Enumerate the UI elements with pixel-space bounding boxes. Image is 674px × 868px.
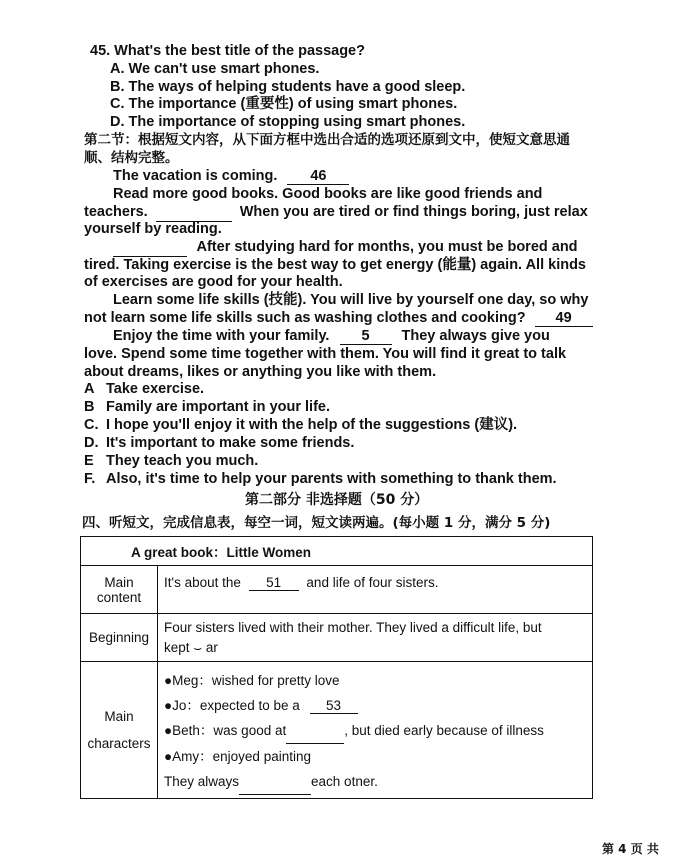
row-label-beginning: Beginning [81,614,158,662]
row-cell-main-content [158,566,593,614]
choice-letter: C. [84,417,99,433]
character-item-amy: ●Amy：enjoyed painting [164,749,311,764]
q45-stem: 45. What's the best title of the passage? [90,43,365,59]
q45-option-c: C. The importance (重要性) of using smart phones. [110,96,458,112]
choice-letter: B [84,399,95,415]
blank-49: 49 [535,311,593,327]
part2-title: 第二部分 非选择题（50 分） [245,492,429,508]
cell-text: and life of four sisters. [306,575,439,590]
blank-46: 46 [287,169,349,185]
choice-text: I hope you'll enjoy it with the help of the suggestions (建议). [106,417,518,433]
choice-text: Take exercise. [106,381,205,397]
table-row [81,662,593,799]
choice-text: Family are important in your life. [106,399,330,415]
cell-text: They always [164,774,240,789]
choice-text: Also, it's time to help your parents with something to thank them. [106,471,557,487]
choice-text: It's important to make some friends. [106,435,355,451]
cell-text: ●Beth：was good at [164,723,287,738]
passage-line-7: of exercises are good for your health. [84,274,343,290]
page-footer: 第 4 页 共 [602,842,659,856]
choice-c [84,416,517,434]
table-row [81,614,593,662]
row-label-main-content [81,566,158,614]
passage-line-5 [113,238,578,257]
passage-line-9 [84,309,593,327]
passage-text: After studying hard for months, you must be bored and [196,239,578,255]
passage-line-4: yourself by reading. [84,221,222,237]
choice-letter: A [84,381,95,397]
blank-50: 5 [340,329,392,345]
label-line: characters [87,736,151,751]
cell-text: , but died early because of illness [344,723,544,738]
row-cell-main-characters [158,662,593,799]
passage-line-8: Learn some life skills (技能). You will live by yourself one day, so why [113,292,589,308]
passage-text: Enjoy the time with your family. [113,328,330,344]
info-table [80,536,593,799]
section2-instruction-line1: 第二节：根据短文内容，从下面方框中选出合适的选项还原到文中，使短文意思通 [84,132,570,148]
passage-line-11: love. Spend some time together with them. You will find it great to talk [84,346,567,362]
cell-text: ●Jo：expected to be a [164,698,300,713]
q45-option-d: D. The importance of stopping using smart phones. [110,114,466,130]
character-item-meg: ●Meg：wished for pretty love [164,673,340,688]
character-item-summary [164,769,592,795]
row-cell-beginning [158,614,593,662]
passage-line-10 [113,327,550,345]
choice-text: They teach you much. [106,453,259,469]
choice-a [84,380,204,398]
cell-line: Four sisters lived with their mother. They lived a difficult life, but [164,619,542,635]
passage-line-2: Read more good books. Good books are like good friends and [113,186,543,202]
choice-letter: D. [84,435,99,451]
section2-instruction-line2: 顺、结构完整。 [84,150,179,166]
passage-line-6: tired. Taking exercise is the best way to get energy (能量) again. All kinds [84,257,586,273]
label-line: Main [104,709,134,724]
passage-text: The vacation is coming. [113,168,278,184]
choice-letter: F. [84,471,96,487]
blank-51: 51 [249,575,299,591]
row-label-main-characters [81,662,158,799]
table-row [81,566,593,614]
q45-option-b: B. The ways of helping students have a good sleep. [110,79,466,95]
choice-d [84,434,354,452]
blank-54 [286,718,344,744]
passage-text: teachers. [84,204,148,220]
q45-option-a: A. We can't use smart phones. [110,61,320,77]
cell-text: each otner. [311,774,378,789]
passage-text: not learn some life skills such as washing clothes and cooking? [84,310,526,326]
choice-b [84,398,330,416]
blank-48 [113,238,187,257]
section4-instruction: 四、听短文，完成信息表，每空一词，短文读两遍。(每小题 1 分，满分 5 分) [82,515,551,531]
character-item-jo [164,693,592,718]
character-item-beth [164,718,592,744]
blank-55 [239,769,311,795]
label-line: content [96,589,142,605]
passage-line-1 [113,167,349,185]
choice-f [84,470,557,488]
passage-text: When you are tired or find things boring, just relax [239,204,588,220]
label-line: Main [104,574,134,590]
choice-letter: E [84,453,94,469]
cell-line: kept ⌣ ar [164,639,218,655]
choice-e [84,452,258,470]
passage-text: They always give you [401,328,550,344]
passage-line-12: about dreams, likes or anything you like with them. [84,364,437,380]
cell-text: It's about the [164,575,241,590]
blank-53: 53 [310,698,358,714]
table-title: A great book：Little Women [81,537,593,566]
